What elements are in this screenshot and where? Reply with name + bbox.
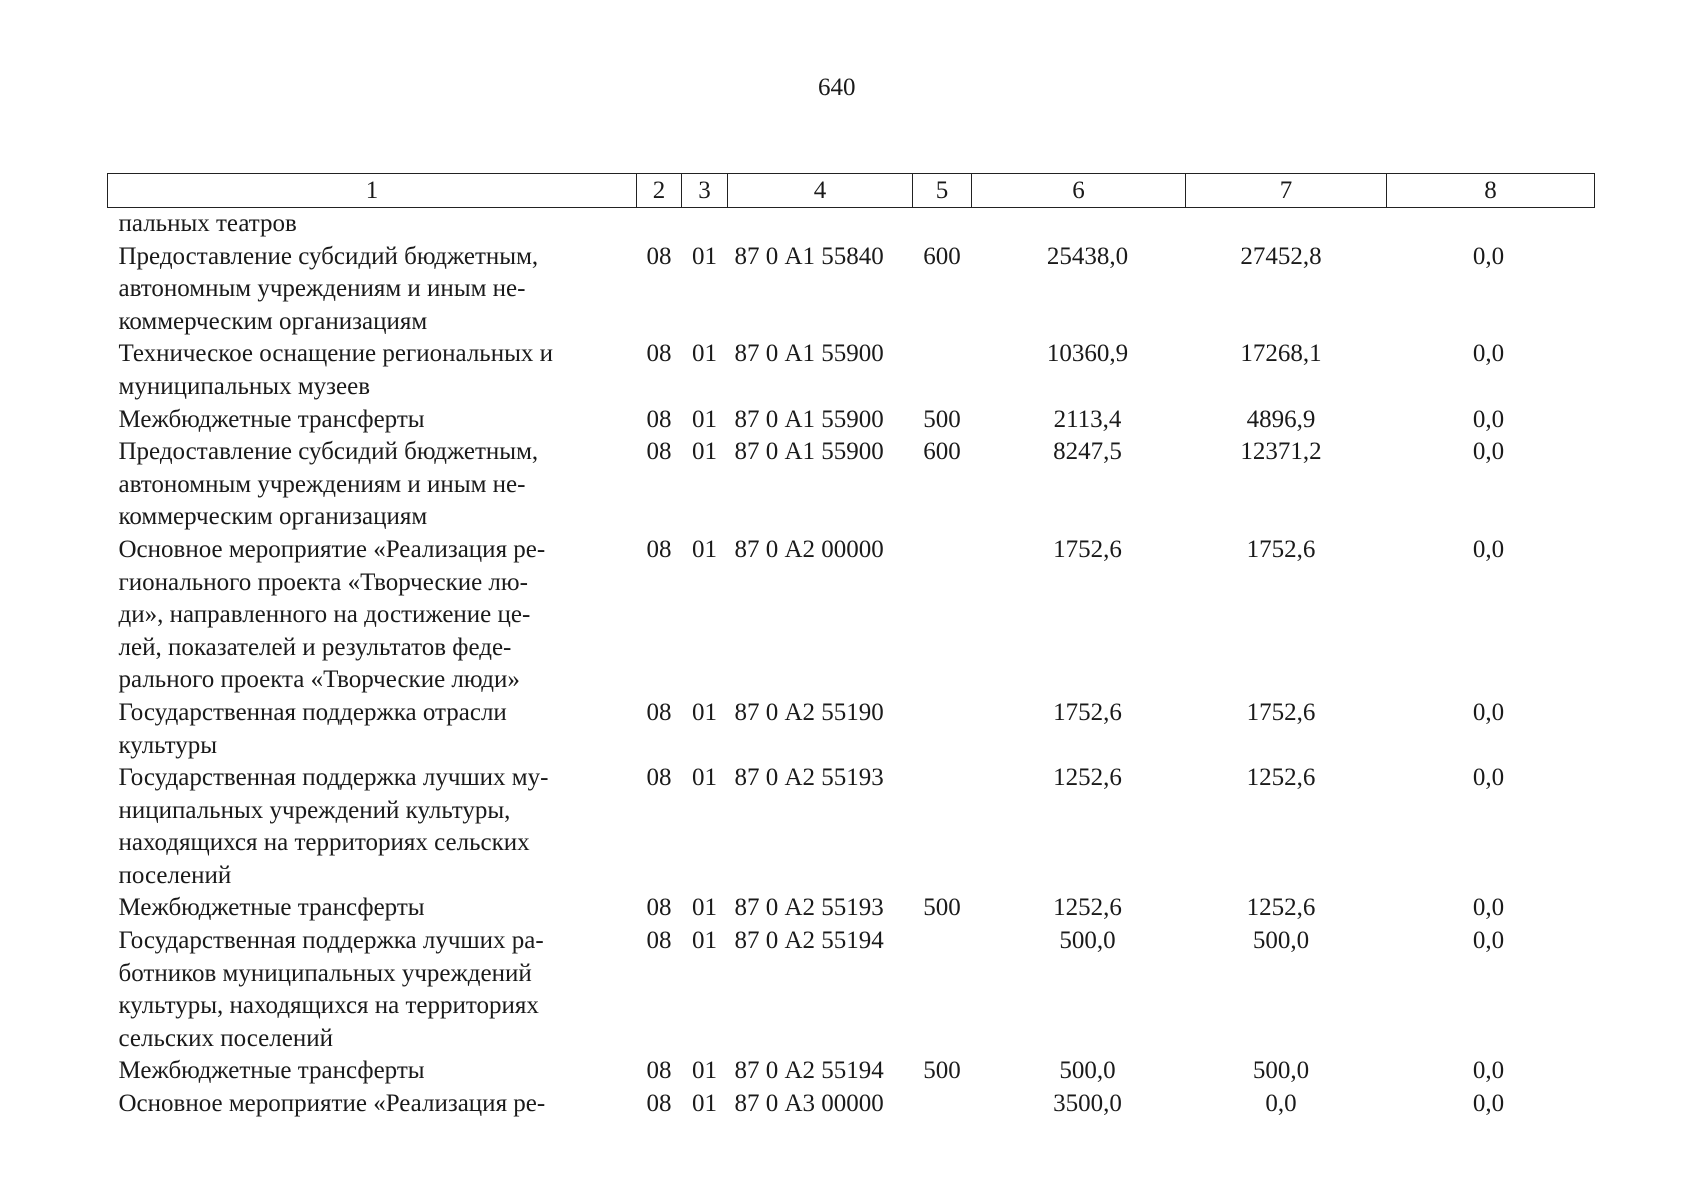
section-code: 08 [646,698,672,726]
expense-type-code: 600 [923,438,961,466]
subsection-code: 01 [692,698,717,726]
description-line: Межбюджетные трансферты [118,1057,425,1085]
target-article-code: 87 0 А1 55900 [734,405,884,433]
amount-col-6: 1752,6 [1053,698,1122,726]
description-line: Межбюджетные трансферты [118,894,425,922]
amount-col-8: 0,0 [1472,1090,1505,1118]
amount-col-8 [1387,208,1595,241]
description-line: Государственная поддержка лучших му- [118,764,549,792]
target-article-code: 87 0 А2 55193 [734,764,884,792]
budget-table [107,173,1595,1121]
target-article-code [728,208,913,241]
section-code: 08 [646,535,672,563]
row-description [108,697,637,762]
amount-col-6: 500,0 [1059,927,1116,955]
section-code: 08 [646,242,672,270]
description-line: ботников муниципальных учреждений [118,959,532,987]
row-description [108,436,637,534]
target-article-code: 87 0 А2 55194 [734,1057,884,1085]
amount-col-8: 0,0 [1472,894,1505,922]
subsection-code: 01 [692,1090,717,1118]
description-line: пальных театров [118,210,297,237]
amount-col-6: 2113,4 [1053,405,1122,433]
description-line: коммерческим организациям [118,307,428,335]
amount-col-8: 0,0 [1472,927,1505,955]
table-row [108,1055,1595,1088]
header-col-6: 6 [972,174,1186,208]
description-line: Предоставление субсидий бюджетным, [118,438,539,466]
amount-col-7: 1752,6 [1246,535,1316,563]
table-row [108,925,1595,1055]
table-body [108,208,1595,1121]
target-article-code: 87 0 А1 55900 [734,340,884,368]
amount-col-6: 1252,6 [1053,764,1122,792]
description-line: ди», направленного на достижение це- [118,601,531,629]
section-code: 08 [646,1090,672,1118]
section-code: 08 [646,405,672,433]
row-description [108,925,637,1055]
expense-type-code: 500 [923,1057,961,1085]
description-line: Предоставление субсидий бюджетным, [118,242,539,270]
target-article-code: 87 0 А2 55193 [734,894,884,922]
subsection-code: 01 [692,894,717,922]
subsection-code: 01 [692,535,717,563]
row-description [108,762,637,892]
row-description [108,1088,637,1121]
subsection-code: 01 [692,1057,717,1085]
table-row [108,762,1595,892]
amount-col-6 [972,208,1186,241]
target-article-code: 87 0 А2 55194 [734,927,884,955]
amount-col-8: 0,0 [1472,340,1505,368]
section-code: 08 [646,894,672,922]
subsection-code: 01 [692,405,717,433]
amount-col-8: 0,0 [1472,535,1505,563]
description-line: Государственная поддержка отрасли [118,698,507,726]
amount-col-7: 27452,8 [1240,242,1322,270]
description-line: коммерческим организациям [118,503,428,531]
amount-col-7: 4896,9 [1246,405,1316,433]
header-col-7: 7 [1186,174,1387,208]
target-article-code: 87 0 А3 00000 [734,1090,884,1118]
amount-col-8: 0,0 [1472,438,1505,466]
amount-col-7: 12371,2 [1240,438,1322,466]
header-col-5: 5 [913,174,972,208]
header-col-3: 3 [682,174,728,208]
amount-col-8: 0,0 [1472,405,1505,433]
header-col-8: 8 [1387,174,1595,208]
amount-col-7: 0,0 [1265,1090,1297,1118]
table-row [108,1088,1595,1121]
section-code: 08 [646,340,672,368]
amount-col-7: 500,0 [1252,927,1310,955]
description-line: лей, показателей и результатов феде- [118,633,512,661]
row-description [108,404,637,437]
row-description [108,534,637,697]
description-line: Техническое оснащение региональных и [118,340,554,368]
section-code: 08 [646,438,672,466]
expense-type-code: 500 [923,894,961,922]
table-row [108,892,1595,925]
table-row [108,697,1595,762]
expense-type-code: 600 [923,242,961,270]
row-description [108,208,637,241]
table-row [108,338,1595,403]
amount-col-8: 0,0 [1472,698,1505,726]
page-number: 640 [818,74,856,101]
expense-type-code: 500 [923,405,961,433]
header-col-2: 2 [637,174,682,208]
expense-type-code [913,338,972,403]
description-line: поселений [118,861,232,889]
amount-col-6: 3500,0 [1053,1090,1122,1118]
amount-col-8: 0,0 [1472,1057,1505,1085]
expense-type-code [913,925,972,1055]
amount-col-7 [1186,208,1387,241]
section-code: 08 [646,1057,672,1085]
amount-col-6: 8247,5 [1053,438,1122,466]
row-description [108,241,637,339]
header-col-1: 1 [108,174,637,208]
subsection-code: 01 [692,242,717,270]
description-line: культуры [118,731,218,759]
description-line: культуры, находящихся на территориях [118,992,539,1020]
amount-col-7: 500,0 [1252,1057,1310,1085]
description-line: рального проекта «Творческие люди» [118,666,520,694]
section-code [637,208,682,241]
description-line: Государственная поддержка лучших ра- [118,927,544,955]
amount-col-7: 1752,6 [1246,698,1316,726]
table-row [108,436,1595,534]
subsection-code: 01 [692,764,717,792]
table-row [108,534,1595,697]
amount-col-6: 10360,9 [1046,340,1129,368]
amount-col-6: 1752,6 [1053,535,1122,563]
amount-col-6: 25438,0 [1046,242,1129,270]
expense-type-code [913,1088,972,1121]
expense-type-code [913,697,972,762]
target-article-code: 87 0 А2 00000 [734,535,884,563]
target-article-code: 87 0 А1 55900 [734,438,884,466]
amount-col-7: 1252,6 [1246,764,1316,792]
subsection-code: 01 [692,438,717,466]
subsection-code: 01 [692,340,717,368]
subsection-code: 01 [692,927,717,955]
section-code: 08 [646,764,672,792]
amount-col-6: 500,0 [1059,1057,1116,1085]
expense-type-code [913,208,972,241]
table-row [108,241,1595,339]
target-article-code: 87 0 А1 55840 [734,242,884,270]
description-line: гионального проекта «Творческие лю- [118,568,528,596]
table-row [108,404,1595,437]
table-header-row [108,174,1595,208]
row-description [108,1055,637,1088]
description-line: сельских поселений [118,1024,333,1052]
description-line: автономным учреждениям и иным не- [118,275,526,303]
target-article-code: 87 0 А2 55190 [734,698,884,726]
section-code: 08 [646,927,672,955]
description-line: автономным учреждениям и иным не- [118,470,526,498]
subsection-code [682,208,728,241]
amount-col-8: 0,0 [1472,764,1505,792]
description-line: Основное мероприятие «Реализация ре- [118,1090,546,1118]
row-description [108,338,637,403]
table-row [108,208,1595,241]
description-line: ниципальных учреждений культуры, [118,796,511,824]
amount-col-8: 0,0 [1472,242,1505,270]
amount-col-7: 17268,1 [1240,340,1322,368]
description-line: муниципальных музеев [118,372,371,400]
header-col-4: 4 [728,174,913,208]
amount-col-7: 1252,6 [1246,894,1316,922]
description-line: находящихся на территориях сельских [118,829,530,857]
expense-type-code [913,762,972,892]
row-description [108,892,637,925]
description-line: Межбюджетные трансферты [118,405,425,433]
expense-type-code [913,534,972,697]
amount-col-6: 1252,6 [1053,894,1122,922]
description-line: Основное мероприятие «Реализация ре- [118,535,546,563]
